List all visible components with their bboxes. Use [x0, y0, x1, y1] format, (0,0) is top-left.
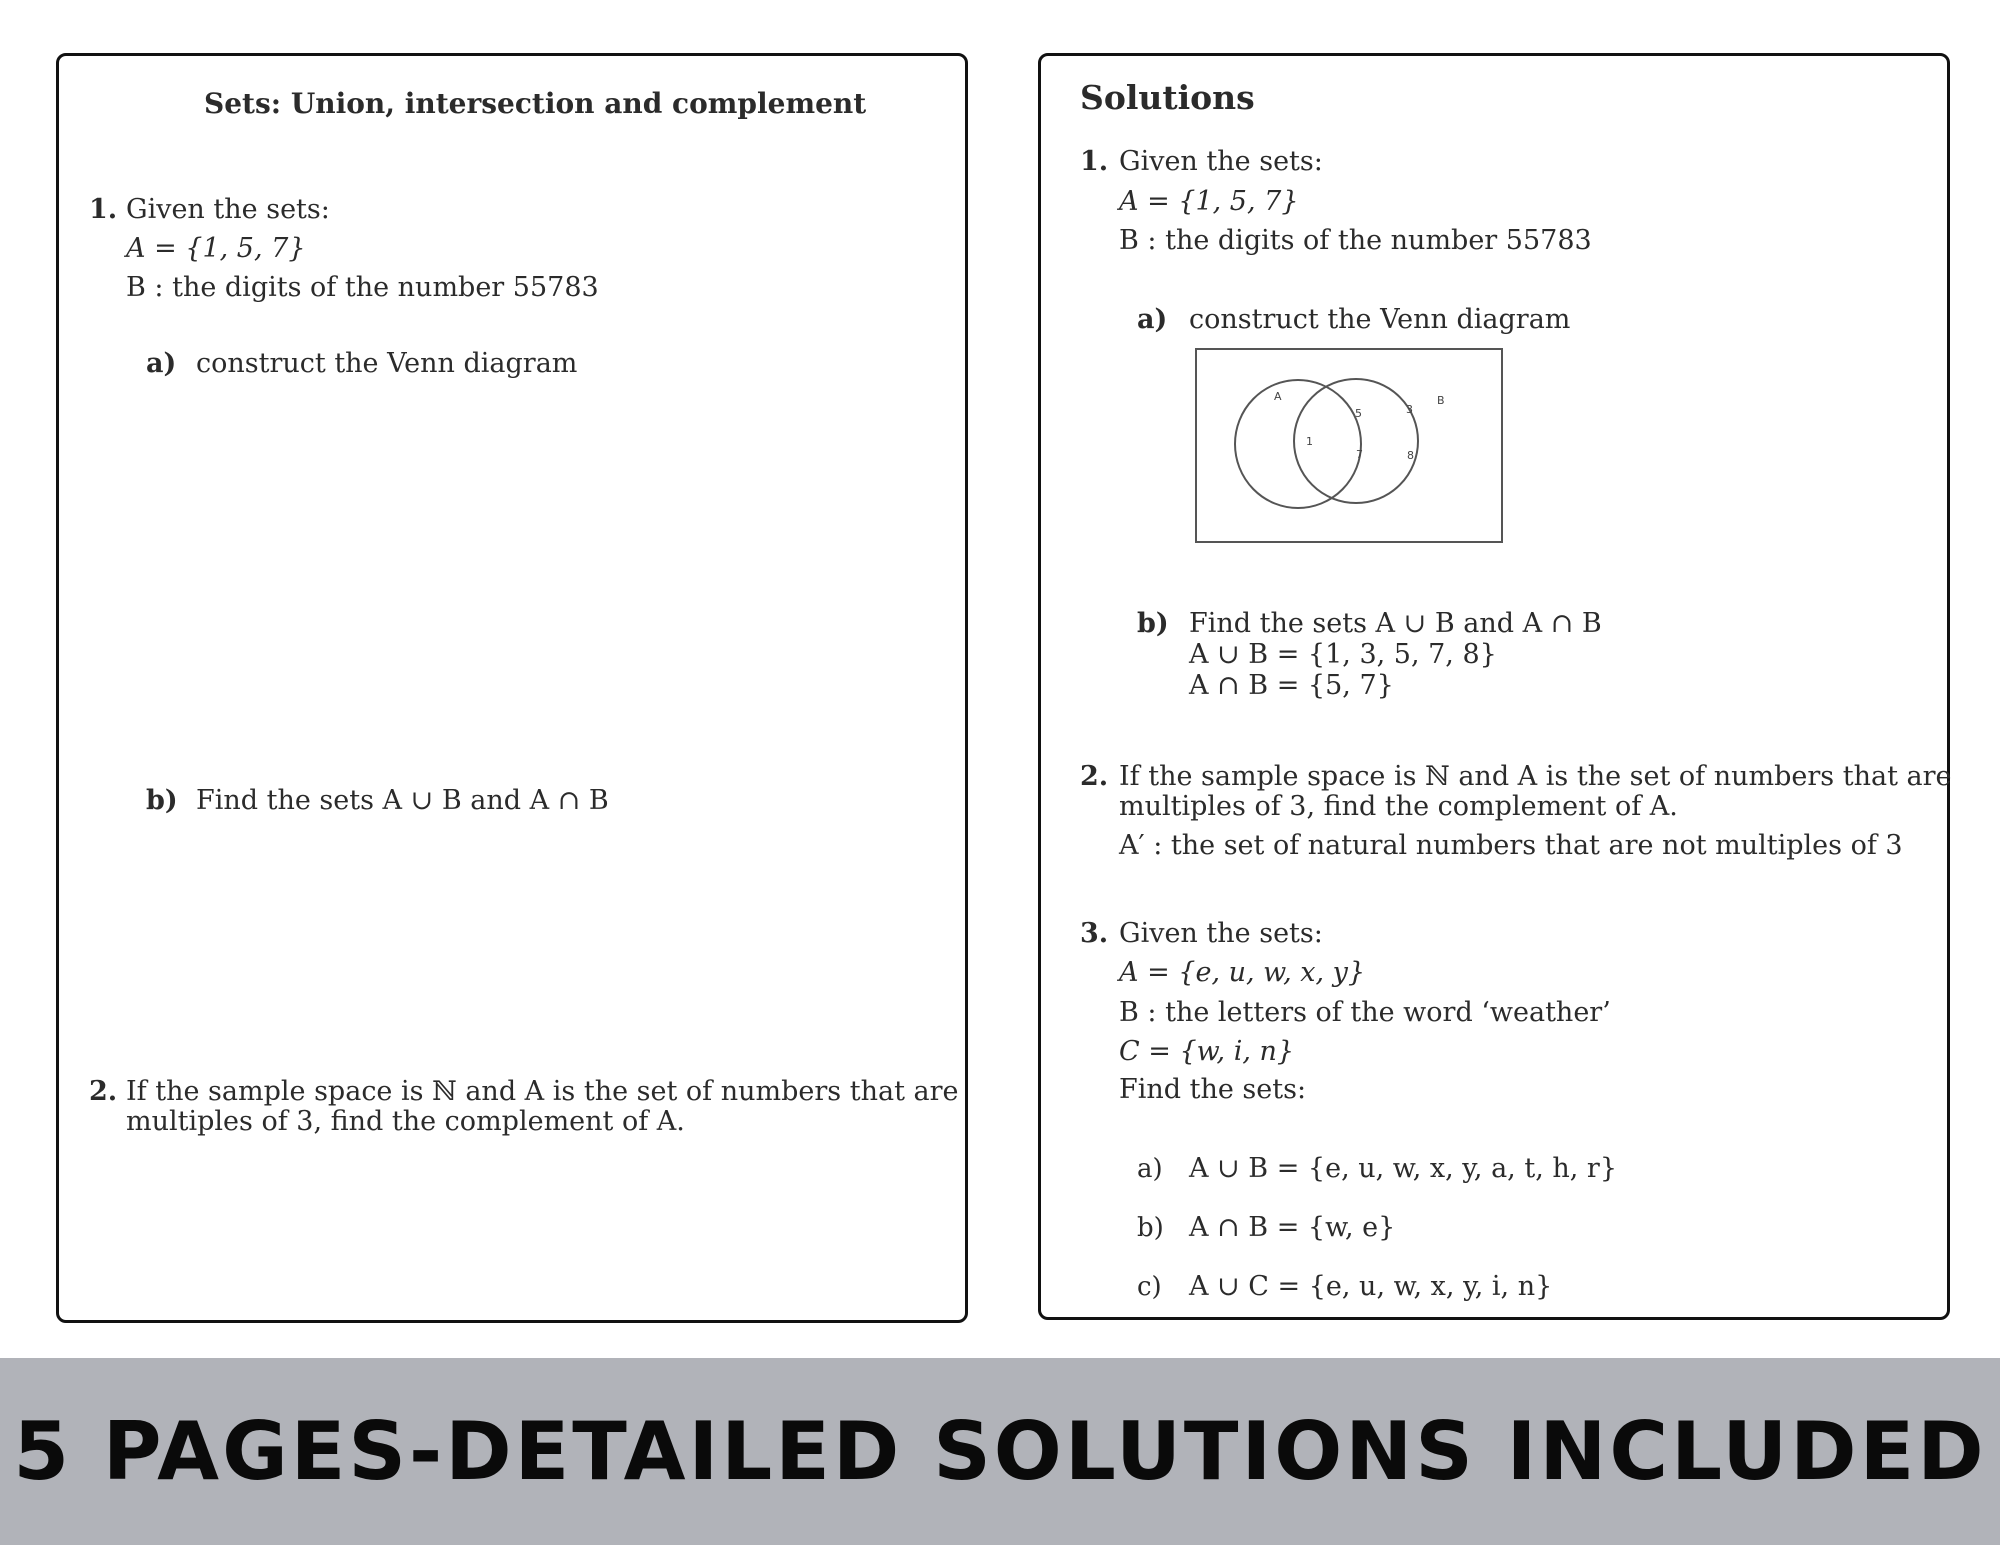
venn-element-a-only: 1: [1306, 435, 1313, 448]
question-2-line-1: If the sample space is ℕ and A is the set of numbers that are: [126, 1076, 959, 1107]
promo-banner: [0, 1358, 2000, 1545]
solution-3-part-label: b): [1137, 1213, 1164, 1243]
solution-intersection-answer: A ∩ B = {5, 7}: [1189, 670, 1394, 701]
venn-element-both: 5: [1355, 407, 1362, 420]
solution-union-answer: A ∪ B = {1, 3, 5, 7, 8}: [1189, 639, 1497, 670]
question-1-number: 1.: [89, 194, 118, 225]
banner-text: 5 PAGES-DETAILED SOLUTIONS INCLUDED: [13, 1405, 1987, 1498]
solutions-page: [1038, 53, 1950, 1320]
solution-3-part-answer: A ∪ C = {e, u, w, x, y, i, n}: [1189, 1271, 1553, 1302]
venn-element-b-only: 8: [1407, 449, 1414, 462]
solution-1-intro: Given the sets:: [1119, 146, 1323, 177]
solution-3-intro: Given the sets:: [1119, 918, 1323, 949]
part-a-label: a): [146, 348, 177, 379]
set-a-definition: A = {1, 5, 7}: [126, 233, 306, 264]
venn-universal-set-box: [1196, 349, 1502, 542]
venn-element-both: 7: [1356, 448, 1363, 461]
solution-2-line-2: multiples of 3, find the complement of A.: [1119, 791, 1678, 822]
venn-diagram: [1195, 348, 1505, 544]
worksheet-title: Sets: Union, intersection and complement: [204, 87, 867, 120]
solution-2-answer: A′ : the set of natural numbers that are not multiples of 3: [1119, 830, 1903, 861]
solution-2-line-1: If the sample space is ℕ and A is the set of numbers that are: [1119, 761, 1952, 792]
solution-3-number: 3.: [1080, 918, 1109, 949]
solution-set-b: B : the digits of the number 55783: [1119, 225, 1592, 256]
venn-label-a: A: [1274, 390, 1282, 403]
solution-3-set-b: B : the letters of the word ‘weather’: [1119, 997, 1611, 1028]
solution-part-b-label: b): [1137, 608, 1169, 639]
set-b-definition: B : the digits of the number 55783: [126, 272, 599, 303]
solution-3-part-label: c): [1137, 1272, 1162, 1302]
worksheet-page: [56, 53, 968, 1323]
solution-1-number: 1.: [1080, 146, 1109, 177]
part-b-label: b): [146, 785, 178, 816]
part-a-text: construct the Venn diagram: [196, 348, 578, 379]
part-b-text: Find the sets A ∪ B and A ∩ B: [196, 785, 609, 816]
solution-set-a: A = {1, 5, 7}: [1119, 186, 1299, 217]
solution-part-a-label: a): [1137, 304, 1168, 335]
question-2-line-2: multiples of 3, find the complement of A.: [126, 1106, 685, 1137]
solution-3-part-label: a): [1137, 1154, 1163, 1184]
question-1-intro: Given the sets:: [126, 194, 330, 225]
solutions-heading: Solutions: [1080, 78, 1255, 117]
solution-3-find: Find the sets:: [1119, 1074, 1307, 1105]
solution-3-part-answer: A ∩ B = {w, e}: [1189, 1212, 1396, 1243]
venn-label-b: B: [1437, 394, 1445, 407]
solution-3-part-answer: A ∪ B = {e, u, w, x, y, a, t, h, r}: [1189, 1153, 1618, 1184]
solution-3-set-c: C = {w, i, n}: [1119, 1036, 1295, 1067]
question-2-number: 2.: [89, 1076, 118, 1107]
solution-part-a-text: construct the Venn diagram: [1189, 304, 1571, 335]
solution-part-b-text: Find the sets A ∪ B and A ∩ B: [1189, 608, 1602, 639]
solution-2-number: 2.: [1080, 761, 1109, 792]
venn-element-b-only: 3: [1406, 403, 1413, 416]
solution-3-set-a: A = {e, u, w, x, y}: [1119, 957, 1366, 988]
